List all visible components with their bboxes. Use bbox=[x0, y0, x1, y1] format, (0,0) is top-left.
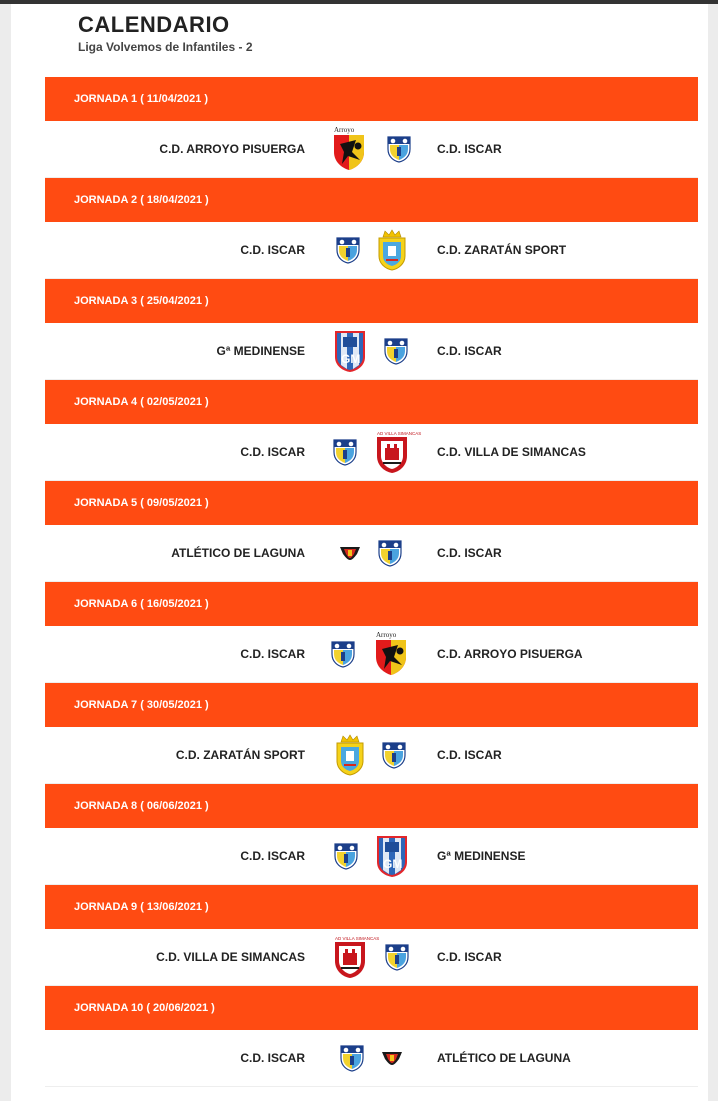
match-crests bbox=[305, 1044, 437, 1072]
match-crests bbox=[305, 229, 437, 271]
jornada-header: JORNADA 3 ( 25/04/2021 ) bbox=[45, 279, 698, 323]
calendar-header bbox=[78, 12, 253, 54]
home-team-name: C.D. ISCAR bbox=[240, 243, 305, 257]
jornada-header: JORNADA 8 ( 06/06/2021 ) bbox=[45, 784, 698, 828]
match-row[interactable] bbox=[45, 121, 698, 178]
away-team-name: Gª MEDINENSE bbox=[437, 849, 526, 863]
iscar-crest-icon bbox=[377, 539, 403, 567]
match-row[interactable] bbox=[45, 626, 698, 683]
match-crests bbox=[305, 734, 437, 776]
match-row[interactable] bbox=[45, 929, 698, 986]
atletico-de-laguna-crest-icon bbox=[381, 1050, 403, 1066]
medinense-crest-icon bbox=[333, 329, 367, 373]
iscar-crest-icon bbox=[335, 236, 361, 264]
page-title: CALENDARIO bbox=[78, 12, 230, 37]
zaratan-sport-crest-icon bbox=[377, 229, 407, 271]
match-crests bbox=[305, 834, 437, 878]
svg-text:GM: GM bbox=[341, 352, 361, 366]
medinense-crest-icon bbox=[375, 834, 409, 878]
home-team-name: ATLÉTICO DE LAGUNA bbox=[171, 546, 305, 560]
villa-de-simancas-crest-icon bbox=[374, 430, 422, 474]
away-team-name: C.D. ISCAR bbox=[437, 950, 502, 964]
svg-text:Arroyo: Arroyo bbox=[334, 126, 355, 134]
atletico-de-laguna-crest-icon bbox=[339, 545, 361, 561]
match-crests bbox=[305, 329, 437, 373]
match-row[interactable] bbox=[45, 525, 698, 582]
match-row[interactable] bbox=[45, 424, 698, 481]
jornada-header: JORNADA 2 ( 18/04/2021 ) bbox=[45, 178, 698, 222]
svg-text:GM: GM bbox=[383, 857, 403, 871]
iscar-crest-icon bbox=[386, 135, 412, 163]
home-team-name: C.D. VILLA DE SIMANCAS bbox=[156, 950, 305, 964]
fixtures-list bbox=[45, 77, 698, 1087]
iscar-crest-icon bbox=[384, 943, 410, 971]
zaratan-sport-crest-icon bbox=[335, 734, 365, 776]
away-team-name: C.D. ISCAR bbox=[437, 748, 502, 762]
match-row[interactable] bbox=[45, 222, 698, 279]
match-row[interactable] bbox=[45, 1030, 698, 1087]
jornada-header: JORNADA 5 ( 09/05/2021 ) bbox=[45, 481, 698, 525]
match-row[interactable] bbox=[45, 727, 698, 784]
jornada-header: JORNADA 6 ( 16/05/2021 ) bbox=[45, 582, 698, 626]
home-team-name: C.D. ZARATÁN SPORT bbox=[175, 748, 305, 762]
iscar-crest-icon bbox=[381, 741, 407, 769]
league-subtitle: Liga Volvemos de Infantiles - 2 bbox=[78, 40, 253, 54]
match-crests bbox=[305, 631, 437, 677]
away-team-name: ATLÉTICO DE LAGUNA bbox=[437, 1051, 571, 1065]
away-team-name: C.D. ISCAR bbox=[437, 344, 502, 358]
away-team-name: C.D. VILLA DE SIMANCAS bbox=[437, 445, 586, 459]
svg-text:AD VILLA SIMANCAS: AD VILLA SIMANCAS bbox=[377, 431, 422, 436]
iscar-crest-icon bbox=[383, 337, 409, 365]
iscar-crest-icon bbox=[333, 842, 359, 870]
match-crests bbox=[305, 935, 437, 979]
match-row[interactable] bbox=[45, 323, 698, 380]
calendar-panel bbox=[11, 4, 708, 1101]
villa-de-simancas-crest-icon bbox=[332, 935, 380, 979]
home-team-name: Gª MEDINENSE bbox=[216, 344, 305, 358]
away-team-name: C.D. ARROYO PISUERGA bbox=[437, 647, 583, 661]
match-crests bbox=[305, 539, 437, 567]
away-team-name: C.D. ZARATÁN SPORT bbox=[437, 243, 567, 257]
home-team-name: C.D. ISCAR bbox=[240, 445, 305, 459]
jornada-header: JORNADA 4 ( 02/05/2021 ) bbox=[45, 380, 698, 424]
home-team-name: C.D. ISCAR bbox=[240, 647, 305, 661]
away-team-name: C.D. ISCAR bbox=[437, 546, 502, 560]
home-team-name: C.D. ISCAR bbox=[240, 849, 305, 863]
home-team-name: C.D. ISCAR bbox=[240, 1051, 305, 1065]
svg-text:Arroyo: Arroyo bbox=[376, 631, 397, 639]
svg-text:AD VILLA SIMANCAS: AD VILLA SIMANCAS bbox=[335, 936, 380, 941]
away-team-name: C.D. ISCAR bbox=[437, 142, 502, 156]
match-crests bbox=[305, 126, 437, 172]
jornada-header: JORNADA 1 ( 11/04/2021 ) bbox=[45, 77, 698, 121]
match-crests bbox=[305, 430, 437, 474]
home-team-name: C.D. ARROYO PISUERGA bbox=[159, 142, 305, 156]
arroyo-pisuerga-crest-icon bbox=[330, 126, 370, 172]
iscar-crest-icon bbox=[330, 640, 356, 668]
jornada-header: JORNADA 7 ( 30/05/2021 ) bbox=[45, 683, 698, 727]
arroyo-pisuerga-crest-icon bbox=[372, 631, 412, 677]
jornada-header: JORNADA 9 ( 13/06/2021 ) bbox=[45, 885, 698, 929]
jornada-header: JORNADA 10 ( 20/06/2021 ) bbox=[45, 986, 698, 1030]
iscar-crest-icon bbox=[339, 1044, 365, 1072]
iscar-crest-icon bbox=[332, 438, 358, 466]
match-row[interactable] bbox=[45, 828, 698, 885]
